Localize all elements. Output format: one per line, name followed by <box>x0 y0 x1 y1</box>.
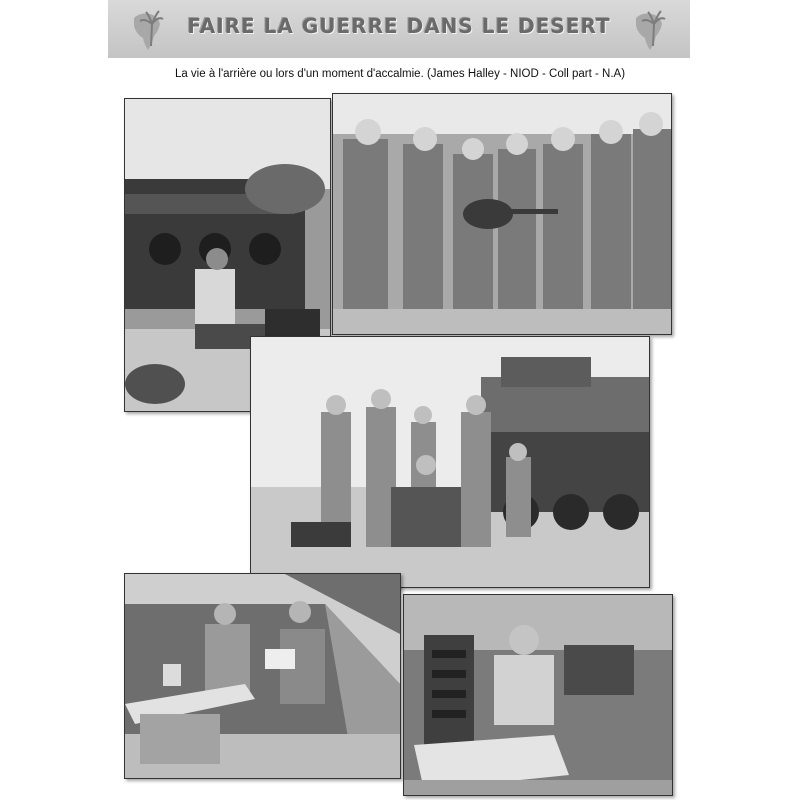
header-banner <box>108 0 690 58</box>
photo-shirtless-crew-in-front-of-tank <box>250 336 650 588</box>
africa-palm-icon <box>630 6 670 52</box>
page-title: FAIRE LA GUERRE DANS LE DESERT <box>187 14 611 38</box>
photo-caption: La vie à l'arrière ou lors d'un moment d'accalmie. (James Halley - NIOD - Coll part - N.A) <box>174 68 626 80</box>
photo-soldier-writing-on-tank-hull <box>403 594 673 796</box>
photo-two-soldiers-in-tent <box>124 573 401 779</box>
photo-soldiers-gathered-around-guitar-player <box>332 93 672 335</box>
